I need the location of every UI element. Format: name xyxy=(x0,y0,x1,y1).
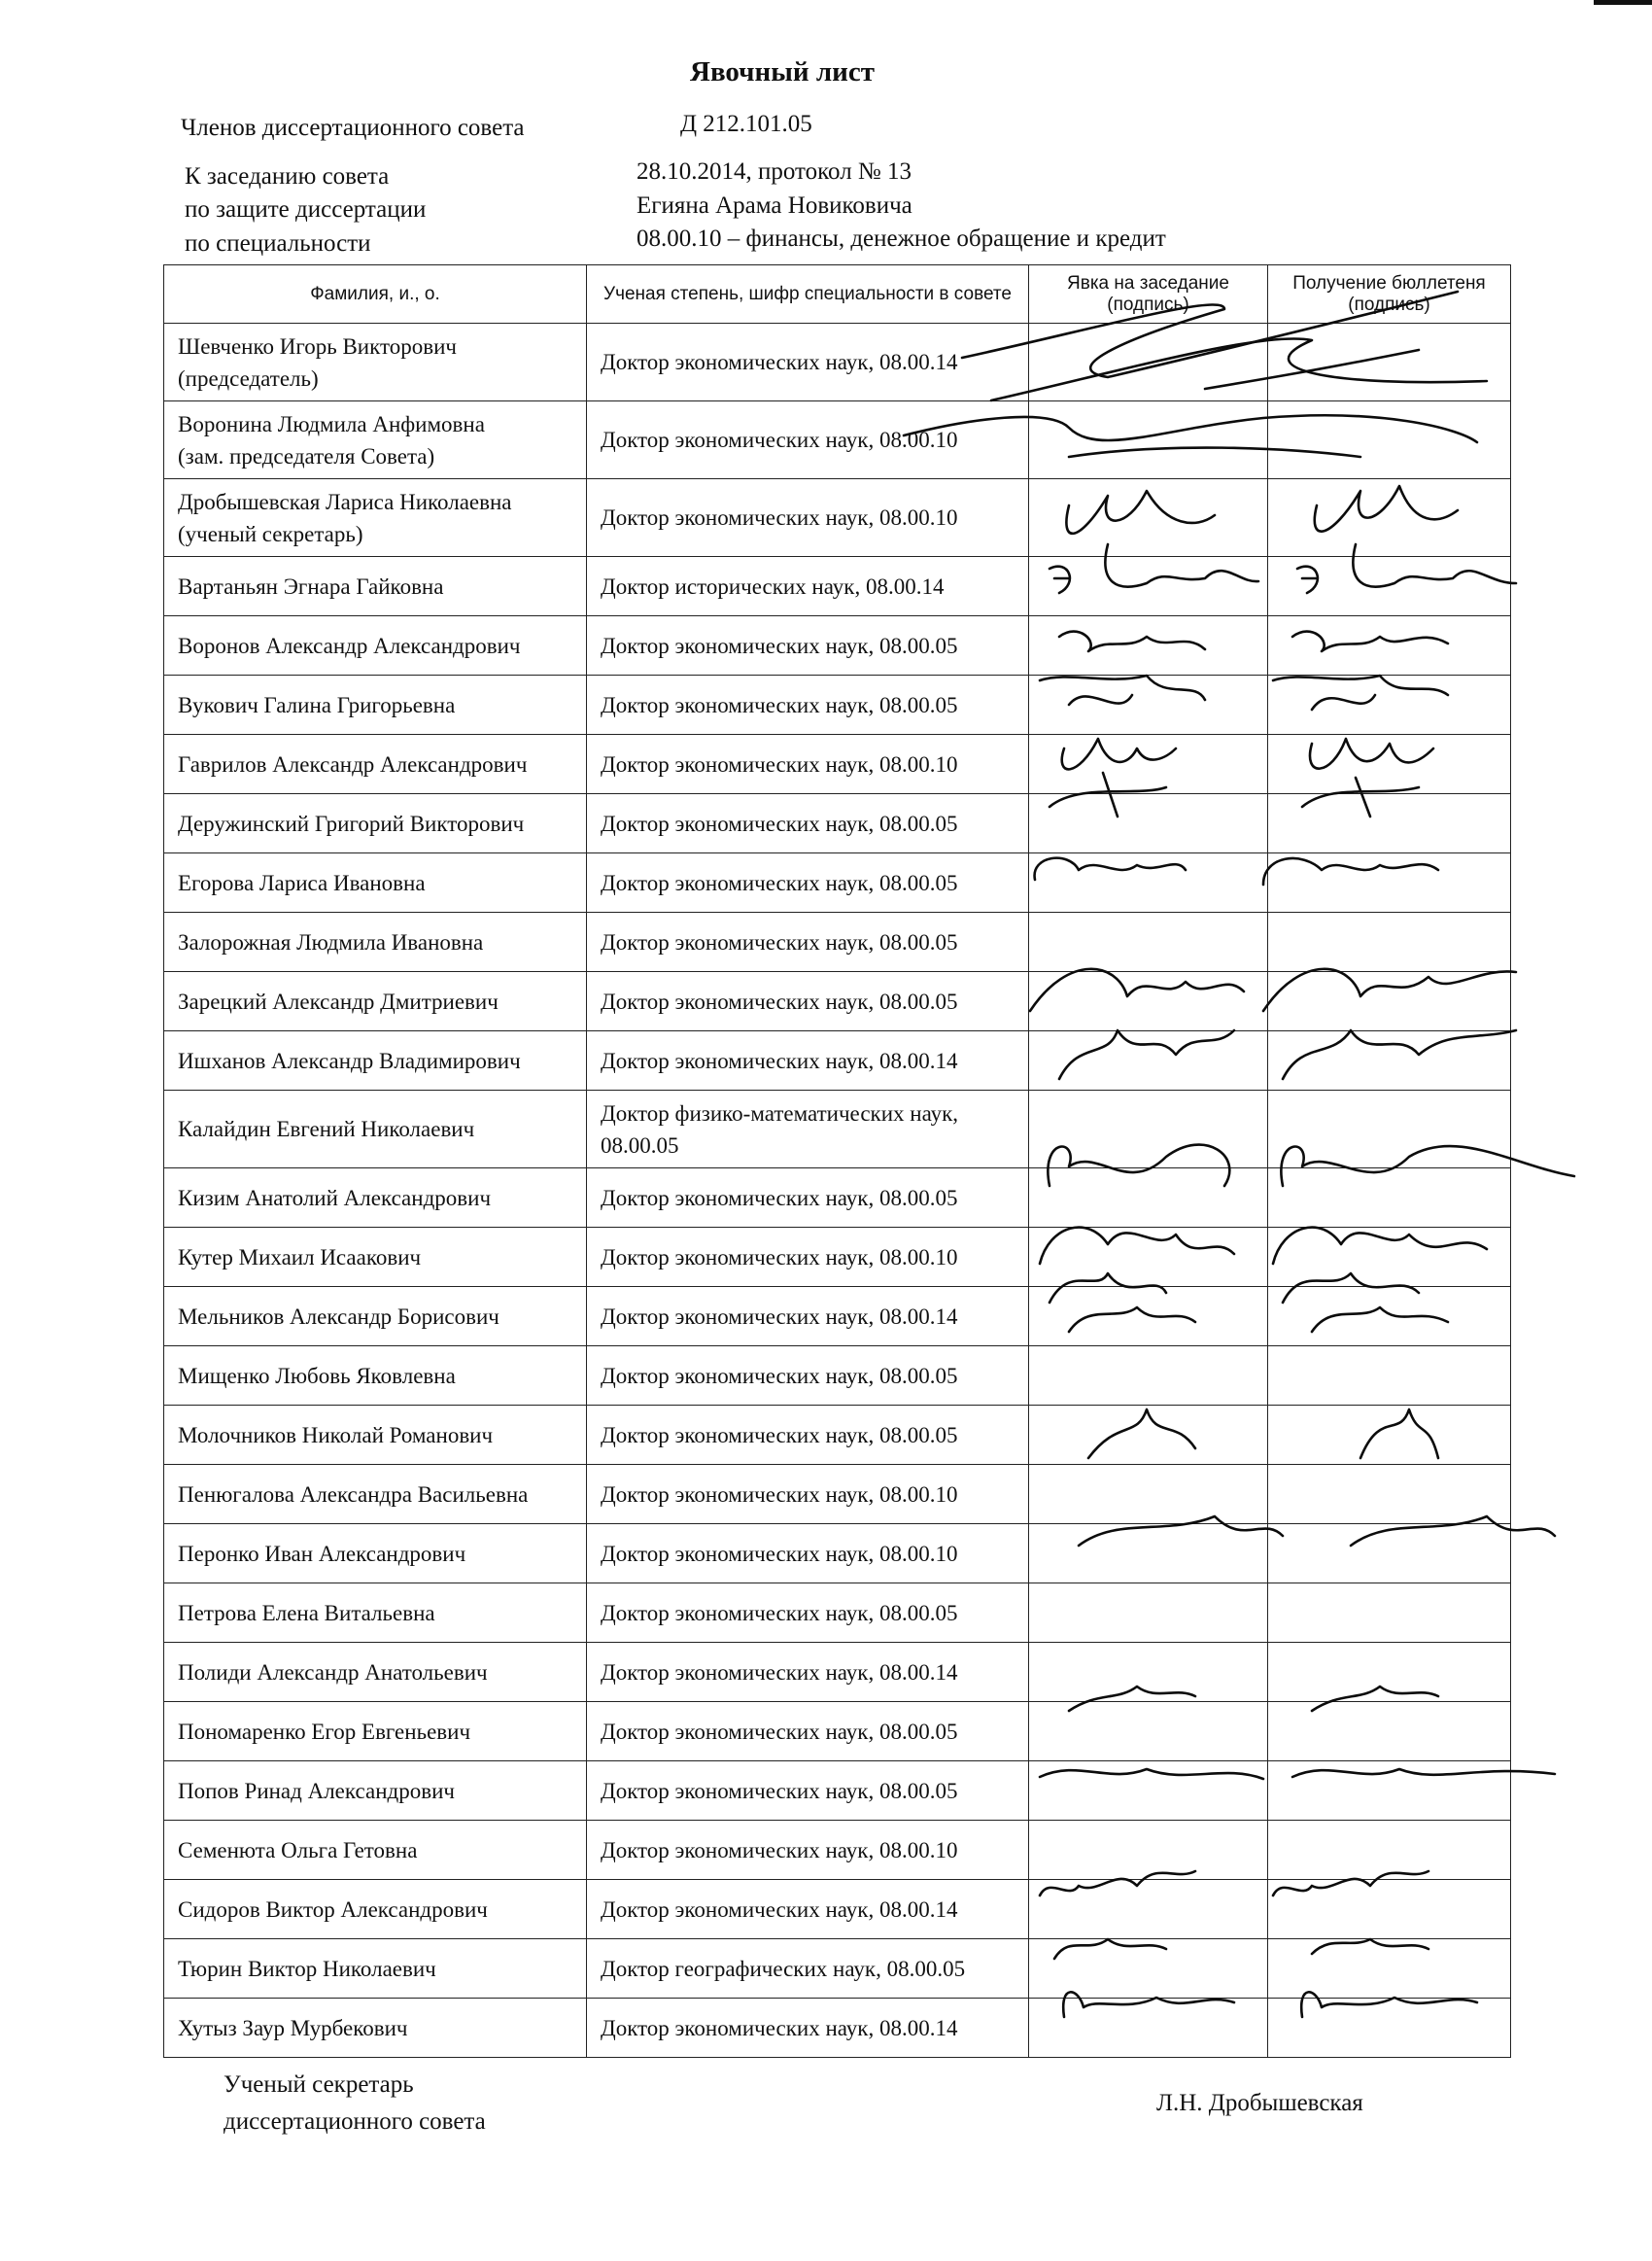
member-name-cell xyxy=(164,1999,587,2058)
member-name: Сидоров Виктор Александрович xyxy=(178,1896,488,1922)
attendance-signature-cell xyxy=(1029,1939,1268,1999)
footer-signer-title xyxy=(224,2067,486,2140)
member-degree: Доктор экономических наук, 08.00.05 xyxy=(587,616,1029,676)
member-degree: Доктор экономических наук, 08.00.05 xyxy=(587,972,1029,1031)
member-degree: Доктор экономических наук, 08.00.10 xyxy=(587,735,1029,794)
member-degree: Доктор экономических наук, 08.00.14 xyxy=(587,1643,1029,1702)
table-row xyxy=(164,794,1511,853)
member-degree: Доктор экономических наук, 08.00.14 xyxy=(587,1880,1029,1939)
member-name-cell xyxy=(164,1168,587,1228)
ballot-signature-cell xyxy=(1268,324,1511,401)
attendance-signature-cell xyxy=(1029,735,1268,794)
member-name: Молочников Николай Романович xyxy=(178,1422,494,1447)
member-name: Хутыз Заур Мурбекович xyxy=(178,2015,408,2040)
attendance-signature-cell xyxy=(1029,1406,1268,1465)
member-degree: Доктор экономических наук, 08.00.10 xyxy=(587,479,1029,557)
table-row xyxy=(164,1583,1511,1643)
member-name-cell xyxy=(164,676,587,735)
council-code: Д 212.101.05 xyxy=(680,111,812,137)
attendance-signature-cell xyxy=(1029,324,1268,401)
member-name-cell xyxy=(164,1821,587,1880)
member-name-cell xyxy=(164,1346,587,1406)
attendance-table xyxy=(163,264,1511,2058)
attendance-signature-cell xyxy=(1029,616,1268,676)
member-name: Кизим Анатолий Александрович xyxy=(178,1185,492,1210)
ballot-signature-cell xyxy=(1268,1346,1511,1406)
member-name-cell xyxy=(164,557,587,616)
member-name: Кутер Михаил Исаакович xyxy=(178,1244,422,1270)
attendance-signature-cell xyxy=(1029,1821,1268,1880)
member-name: Перонко Иван Александрович xyxy=(178,1541,466,1566)
table-row xyxy=(164,676,1511,735)
member-degree: Доктор экономических наук, 08.00.05 xyxy=(587,1406,1029,1465)
member-name: Тюрин Виктор Николаевич xyxy=(178,1956,436,1981)
table-row xyxy=(164,1524,1511,1583)
specialty-label: по специальности xyxy=(185,230,371,257)
member-degree: Доктор экономических наук, 08.00.10 xyxy=(587,1524,1029,1583)
ballot-signature-cell xyxy=(1268,1091,1511,1168)
member-degree: Доктор географических наук, 08.00.05 xyxy=(587,1939,1029,1999)
member-role: (председатель) xyxy=(178,365,319,391)
ballot-signature-cell xyxy=(1268,1583,1511,1643)
attendance-signature-cell xyxy=(1029,1031,1268,1091)
column-header-ballot: Получение бюллетеня (подпись) xyxy=(1268,265,1511,324)
member-name: Деружинский Григорий Викторович xyxy=(178,811,525,836)
member-degree: Доктор экономических наук, 08.00.05 xyxy=(587,1583,1029,1643)
ballot-signature-cell xyxy=(1268,972,1511,1031)
attendance-signature-cell xyxy=(1029,1168,1268,1228)
table-row xyxy=(164,1091,1511,1168)
ballot-signature-cell xyxy=(1268,735,1511,794)
footer-title-line1: Ученый секретарь xyxy=(224,2071,414,2098)
member-name: Мельников Александр Борисович xyxy=(178,1304,499,1329)
member-name-cell xyxy=(164,401,587,479)
ballot-signature-cell xyxy=(1268,1643,1511,1702)
member-name: Ишханов Александр Владимирович xyxy=(178,1048,521,1073)
ballot-signature-cell xyxy=(1268,1031,1511,1091)
member-name: Пенюгалова Александра Васильевна xyxy=(178,1481,529,1507)
ballot-signature-cell xyxy=(1268,1821,1511,1880)
table-row xyxy=(164,557,1511,616)
attendance-signature-cell xyxy=(1029,1583,1268,1643)
ballot-signature-cell xyxy=(1268,616,1511,676)
member-name: Егорова Лариса Ивановна xyxy=(178,870,426,895)
council-label: Членов диссертационного совета xyxy=(181,115,525,141)
ballot-signature-cell xyxy=(1268,794,1511,853)
attendance-signature-cell xyxy=(1029,1346,1268,1406)
member-name: Попов Ринад Александрович xyxy=(178,1778,455,1803)
member-degree: Доктор экономических наук, 08.00.10 xyxy=(587,1228,1029,1287)
specialty-value: 08.00.10 – финансы, денежное обращение и кредит xyxy=(637,226,1166,252)
attendance-signature-cell xyxy=(1029,1465,1268,1524)
table-row xyxy=(164,616,1511,676)
ballot-signature-cell xyxy=(1268,1939,1511,1999)
member-name: Залорожная Людмила Ивановна xyxy=(178,929,484,955)
member-degree: Доктор экономических наук, 08.00.05 xyxy=(587,676,1029,735)
page-title: Явочный лист xyxy=(690,56,875,87)
attendance-signature-cell xyxy=(1029,1091,1268,1168)
member-name-cell xyxy=(164,1939,587,1999)
member-name: Дробышевская Лариса Николаевна xyxy=(178,489,512,514)
member-degree: Доктор экономических наук, 08.00.10 xyxy=(587,401,1029,479)
column-header-attendance: Явка на заседание (подпись) xyxy=(1029,265,1268,324)
ballot-signature-cell xyxy=(1268,853,1511,913)
member-name-cell xyxy=(164,1880,587,1939)
ballot-signature-cell xyxy=(1268,401,1511,479)
attendance-signature-cell xyxy=(1029,913,1268,972)
ballot-signature-cell xyxy=(1268,1880,1511,1939)
attendance-signature-cell xyxy=(1029,1643,1268,1702)
member-degree: Доктор экономических наук, 08.00.14 xyxy=(587,1287,1029,1346)
attendance-signature-cell xyxy=(1029,1228,1268,1287)
member-name-cell xyxy=(164,1643,587,1702)
table-row xyxy=(164,1880,1511,1939)
ballot-signature-cell xyxy=(1268,913,1511,972)
member-degree: Доктор экономических наук, 08.00.05 xyxy=(587,1346,1029,1406)
member-degree: Доктор экономических наук, 08.00.05 xyxy=(587,1761,1029,1821)
attendance-signature-cell xyxy=(1029,1999,1268,2058)
meeting-label: К заседанию совета xyxy=(185,163,390,190)
table-row xyxy=(164,1406,1511,1465)
ballot-signature-cell xyxy=(1268,676,1511,735)
table-row xyxy=(164,479,1511,557)
table-row xyxy=(164,1999,1511,2058)
attendance-signature-cell xyxy=(1029,676,1268,735)
table-body xyxy=(164,324,1511,2058)
table-row xyxy=(164,972,1511,1031)
table-row xyxy=(164,401,1511,479)
member-name: Гаврилов Александр Александрович xyxy=(178,751,528,777)
member-name-cell xyxy=(164,794,587,853)
scan-edge-mark xyxy=(1594,0,1652,5)
member-name: Семенюта Ольга Гетовна xyxy=(178,1837,418,1862)
ballot-signature-cell xyxy=(1268,1287,1511,1346)
member-name: Воронина Людмила Анфимовна xyxy=(178,411,485,436)
table-row xyxy=(164,1465,1511,1524)
member-name-cell xyxy=(164,1761,587,1821)
attendance-signature-cell xyxy=(1029,1524,1268,1583)
ballot-signature-cell xyxy=(1268,1228,1511,1287)
member-name-cell xyxy=(164,324,587,401)
table-row xyxy=(164,1168,1511,1228)
member-role: (ученый секретарь) xyxy=(178,521,363,546)
member-name: Вартаньян Эгнара Гайковна xyxy=(178,574,444,599)
table-header-row xyxy=(164,265,1511,324)
member-degree: Доктор экономических наук, 08.00.14 xyxy=(587,324,1029,401)
member-name-cell xyxy=(164,972,587,1031)
ballot-signature-cell xyxy=(1268,557,1511,616)
member-name: Полиди Александр Анатольевич xyxy=(178,1659,488,1685)
member-name: Воронов Александр Александрович xyxy=(178,633,521,658)
member-name-cell xyxy=(164,1287,587,1346)
table-row xyxy=(164,1821,1511,1880)
member-name: Шевченко Игорь Викторович xyxy=(178,333,457,359)
ballot-signature-cell xyxy=(1268,1524,1511,1583)
table-row xyxy=(164,853,1511,913)
attendance-signature-cell xyxy=(1029,1287,1268,1346)
member-name-cell xyxy=(164,1465,587,1524)
member-name: Калайдин Евгений Николаевич xyxy=(178,1117,475,1141)
ballot-signature-cell xyxy=(1268,1761,1511,1821)
member-degree: Доктор экономических наук, 08.00.05 xyxy=(587,853,1029,913)
attendance-signature-cell xyxy=(1029,853,1268,913)
table-row xyxy=(164,913,1511,972)
table-row xyxy=(164,1643,1511,1702)
table-row xyxy=(164,735,1511,794)
column-header-degree: Ученая степень, шифр специальности в совете xyxy=(587,265,1029,324)
member-name: Зарецкий Александр Дмитриевич xyxy=(178,989,499,1014)
ballot-signature-cell xyxy=(1268,479,1511,557)
member-degree: Доктор физико-математических наук, 08.00.05 xyxy=(587,1091,1029,1168)
table-row xyxy=(164,324,1511,401)
table-row xyxy=(164,1346,1511,1406)
table-row xyxy=(164,1761,1511,1821)
footer-title-line2: диссертационного совета xyxy=(224,2108,486,2135)
ballot-signature-cell xyxy=(1268,1406,1511,1465)
member-degree: Доктор экономических наук, 08.00.10 xyxy=(587,1465,1029,1524)
meeting-value: 28.10.2014, протокол № 13 xyxy=(637,158,912,185)
member-degree: Доктор экономических наук, 08.00.05 xyxy=(587,1168,1029,1228)
member-name: Петрова Елена Витальевна xyxy=(178,1600,435,1625)
member-name: Мищенко Любовь Яковлевна xyxy=(178,1363,456,1388)
member-name-cell xyxy=(164,853,587,913)
attendance-signature-cell xyxy=(1029,794,1268,853)
attendance-signature-cell xyxy=(1029,557,1268,616)
table-row xyxy=(164,1031,1511,1091)
member-name-cell xyxy=(164,479,587,557)
member-name-cell xyxy=(164,1406,587,1465)
ballot-signature-cell xyxy=(1268,1702,1511,1761)
member-degree: Доктор исторических наук, 08.00.14 xyxy=(587,557,1029,616)
table-row xyxy=(164,1939,1511,1999)
ballot-signature-cell xyxy=(1268,1999,1511,2058)
member-degree: Доктор экономических наук, 08.00.05 xyxy=(587,1702,1029,1761)
attendance-signature-cell xyxy=(1029,479,1268,557)
table-row xyxy=(164,1702,1511,1761)
ballot-signature-cell xyxy=(1268,1168,1511,1228)
member-degree: Доктор экономических наук, 08.00.05 xyxy=(587,794,1029,853)
member-name-cell xyxy=(164,616,587,676)
member-degree: Доктор экономических наук, 08.00.10 xyxy=(587,1821,1029,1880)
member-degree: Доктор экономических наук, 08.00.14 xyxy=(587,1999,1029,2058)
footer-signer-name: Л.Н. Дробышевская xyxy=(1156,2090,1363,2116)
member-degree: Доктор экономических наук, 08.00.05 xyxy=(587,913,1029,972)
member-name-cell xyxy=(164,735,587,794)
table-row xyxy=(164,1228,1511,1287)
member-name-cell xyxy=(164,913,587,972)
member-degree: Доктор экономических наук, 08.00.14 xyxy=(587,1031,1029,1091)
member-name-cell xyxy=(164,1091,587,1168)
defense-label: по защите диссертации xyxy=(185,196,427,223)
member-name-cell xyxy=(164,1524,587,1583)
member-name-cell xyxy=(164,1031,587,1091)
member-name-cell xyxy=(164,1228,587,1287)
attendance-signature-cell xyxy=(1029,1761,1268,1821)
member-name-cell xyxy=(164,1583,587,1643)
attendance-signature-cell xyxy=(1029,972,1268,1031)
attendance-signature-cell xyxy=(1029,1880,1268,1939)
table-row xyxy=(164,1287,1511,1346)
ballot-signature-cell xyxy=(1268,1465,1511,1524)
member-name: Пономаренко Егор Евгеньевич xyxy=(178,1719,471,1744)
member-name-cell xyxy=(164,1702,587,1761)
member-name: Вукович Галина Григорьевна xyxy=(178,692,456,717)
attendance-signature-cell xyxy=(1029,401,1268,479)
defense-value: Егияна Арама Новиковича xyxy=(637,192,912,219)
column-header-name: Фамилия, и., о. xyxy=(164,265,587,324)
attendance-signature-cell xyxy=(1029,1702,1268,1761)
member-role: (зам. председателя Совета) xyxy=(178,443,435,469)
